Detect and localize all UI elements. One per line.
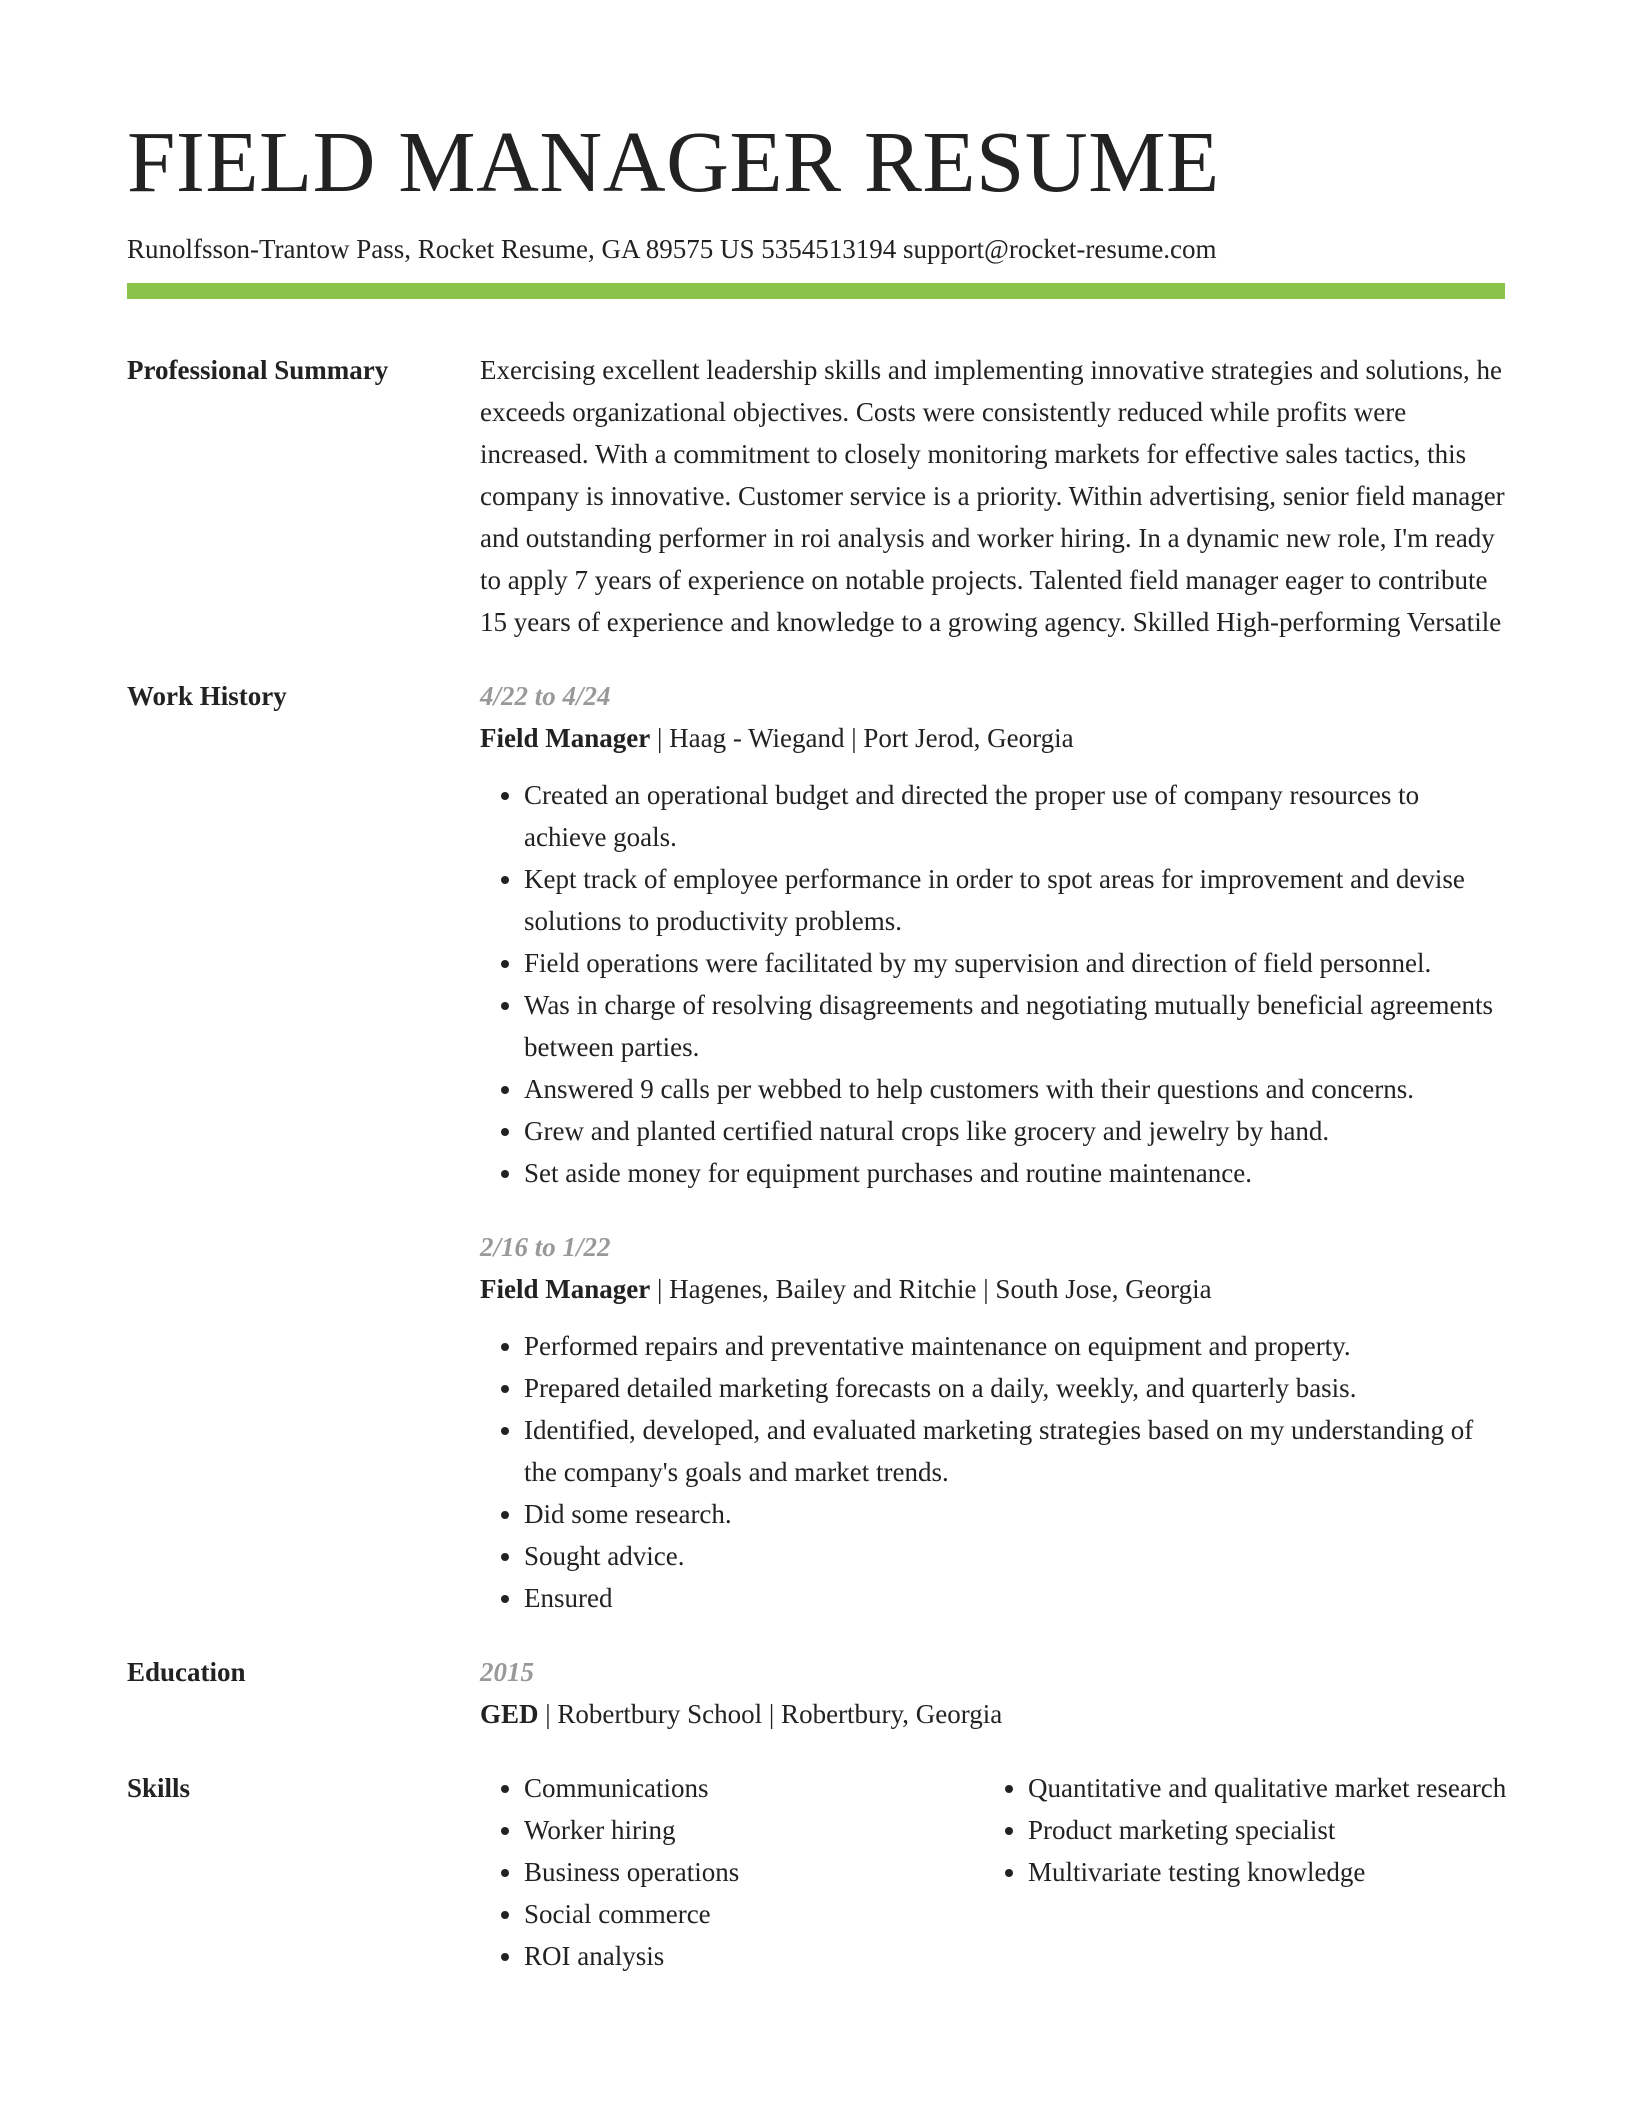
work-history-body xyxy=(480,675,1505,1619)
section-label-education: Education xyxy=(127,1657,246,1688)
education-line xyxy=(480,1693,1505,1735)
section-label-skills: Skills xyxy=(127,1773,191,1804)
list-item: • Business operations xyxy=(524,1851,984,1893)
professional-summary-section xyxy=(127,349,1505,643)
job-title: Field Manager xyxy=(480,723,651,754)
section-label-summary: Professional Summary xyxy=(127,355,389,386)
list-item: • Set aside money for equipment purchases and routine maintenance. xyxy=(524,1152,1505,1194)
list-item: • Ensured xyxy=(524,1577,1505,1619)
job-title: Field Manager xyxy=(480,1274,651,1305)
job-entry xyxy=(480,1226,1505,1619)
skills-list-left xyxy=(480,1767,984,1977)
job-company-location: | Hagenes, Bailey and Ritchie | South Jose, Georgia xyxy=(650,1274,1212,1305)
list-item: • Kept track of employee performance in order to spot areas for improvement and devise solutions to productivity problems. xyxy=(524,858,1505,942)
section-label-work-history: Work History xyxy=(127,681,287,712)
list-item: • Prepared detailed marketing forecasts on a daily, weekly, and quarterly basis. xyxy=(524,1367,1505,1409)
list-item: • ROI analysis xyxy=(524,1935,984,1977)
summary-text: Exercising excellent leadership skills and implementing innovative strategies and solutions, he exceeds organizational objectives. Costs were consistently reduced while profits were increased. With a commitment to closely monitoring markets for effective sales tactics, this company is innovative. Customer service is a priority. Within advertising, senior field manager and outstanding performer in roi analysis and worker hiring. In a dynamic new role, I'm ready to apply 7 years of experience on notable projects. Talented field manager eager to contribute 15 years of experience and knowledge to a growing agency. Skilled High-performing Versatile xyxy=(480,355,1505,638)
list-item: • Multivariate testing knowledge xyxy=(1028,1851,1508,1893)
list-item: • Social commerce xyxy=(524,1893,984,1935)
list-item: • Answered 9 calls per webbed to help customers with their questions and concerns. xyxy=(524,1068,1505,1110)
job-entry xyxy=(480,675,1505,1194)
list-item: • Identified, developed, and evaluated marketing strategies based on my understanding of the company's goals and market trends. xyxy=(524,1409,1505,1493)
list-item: • Quantitative and qualitative market research xyxy=(1028,1767,1508,1809)
work-history-section xyxy=(127,675,1505,1619)
job-company-location: | Haag - Wiegand | Port Jerod, Georgia xyxy=(650,723,1074,754)
list-item: • Grew and planted certified natural crops like grocery and jewelry by hand. xyxy=(524,1110,1505,1152)
list-item: • Sought advice. xyxy=(524,1535,1505,1577)
job-bullets xyxy=(480,1325,1505,1619)
list-item: • Product marketing specialist xyxy=(1028,1809,1508,1851)
list-item: • Field operations were facilitated by my supervision and direction of field personnel. xyxy=(524,942,1505,984)
list-item: • Worker hiring xyxy=(524,1809,984,1851)
education-year: 2015 xyxy=(480,1657,534,1688)
education-degree: GED xyxy=(480,1699,539,1730)
header-divider xyxy=(127,283,1505,299)
job-dates: 2/16 to 1/22 xyxy=(480,1232,611,1263)
job-role-line xyxy=(480,717,1505,759)
job-bullets xyxy=(480,774,1505,1194)
job-dates: 4/22 to 4/24 xyxy=(480,681,611,712)
skills-body xyxy=(480,1767,1508,1977)
education-body xyxy=(480,1651,1505,1735)
skills-section xyxy=(127,1767,1505,1977)
contact-info: Runolfsson-Trantow Pass, Rocket Resume, GA 89575 US 5354513194 support@rocket-resume.com xyxy=(127,234,1217,264)
list-item: • Communications xyxy=(524,1767,984,1809)
list-item: • Did some research. xyxy=(524,1493,1505,1535)
skills-list-right xyxy=(984,1767,1508,1977)
job-role-line xyxy=(480,1268,1505,1310)
list-item: • Was in charge of resolving disagreements and negotiating mutually beneficial agreements between parties. xyxy=(524,984,1505,1068)
resume-title: FIELD MANAGER RESUME xyxy=(127,113,1220,210)
list-item: • Created an operational budget and directed the proper use of company resources to achieve goals. xyxy=(524,774,1505,858)
education-school-location: | Robertbury School | Robertbury, Georgia xyxy=(538,1699,1003,1730)
education-section xyxy=(127,1651,1505,1735)
list-item: • Performed repairs and preventative maintenance on equipment and property. xyxy=(524,1325,1505,1367)
